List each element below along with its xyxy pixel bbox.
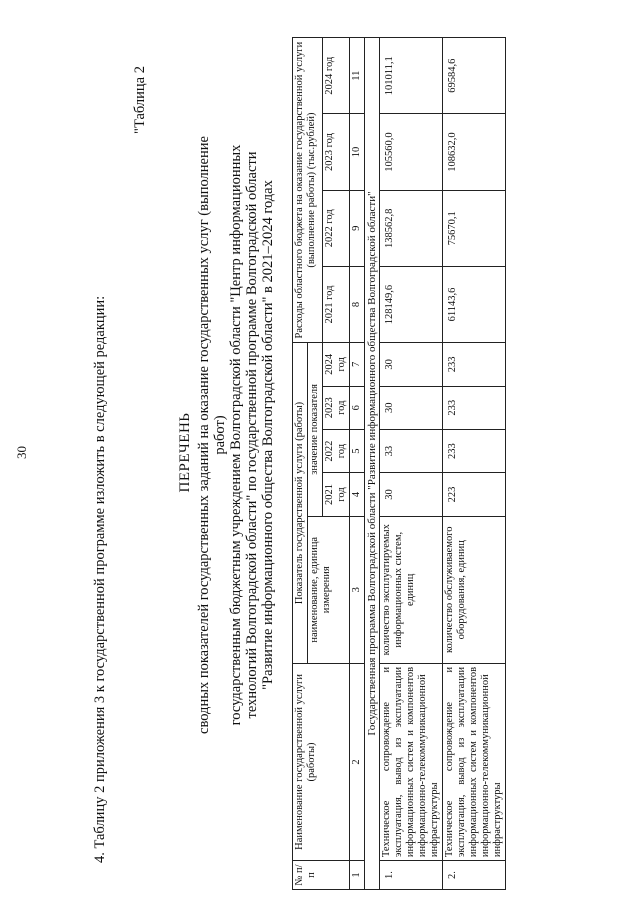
row-expense: 61143,6 bbox=[443, 266, 506, 342]
column-number: 9 bbox=[350, 190, 365, 266]
row-value: 233 bbox=[443, 343, 506, 386]
table-row bbox=[380, 38, 443, 890]
row-service: Техническое сопровождение и эксплуатация, вывод из эксплуатации информационных систем и компонентов информационно-телекоммуникационной инфраструктуры bbox=[443, 663, 506, 860]
row-indicator: количество обслуживаемого оборудования, единиц bbox=[443, 516, 506, 663]
table-row bbox=[443, 38, 506, 890]
row-expense: 101011,1 bbox=[380, 38, 443, 114]
table-reference: "Таблица 2 bbox=[132, 66, 148, 134]
row-expense: 75670,1 bbox=[443, 190, 506, 266]
row-value: 33 bbox=[380, 429, 443, 472]
header-year: 2021 год bbox=[323, 266, 350, 342]
row-num: 2. bbox=[443, 861, 506, 890]
column-number: 3 bbox=[350, 516, 365, 663]
header-year: 2022 год bbox=[323, 429, 350, 472]
header-year: 2024 год bbox=[323, 343, 350, 386]
column-number: 1 bbox=[350, 861, 365, 890]
row-value: 233 bbox=[443, 386, 506, 429]
row-expense: 128149,6 bbox=[380, 266, 443, 342]
services-table bbox=[292, 37, 506, 890]
column-number-row bbox=[350, 38, 365, 890]
header-year: 2023 год bbox=[323, 114, 350, 190]
header-year: 2024 год bbox=[323, 38, 350, 114]
subtitle-line: технологий Волгоградской области" по государственной программе Волгоградской области bbox=[244, 151, 260, 719]
column-number: 10 bbox=[350, 114, 365, 190]
row-expense: 105560,0 bbox=[380, 114, 443, 190]
row-value: 30 bbox=[380, 473, 443, 516]
header-indicator-group: Показатель государственной услуги (работы) bbox=[293, 343, 308, 664]
row-value: 30 bbox=[380, 386, 443, 429]
column-number: 2 bbox=[350, 663, 365, 860]
column-number: 4 bbox=[350, 473, 365, 516]
header-service: Наименование государственной услуги (работы) bbox=[293, 663, 350, 860]
column-number: 5 bbox=[350, 429, 365, 472]
intro-text: 4. Таблицу 2 приложения 3 к государственной программе изложить в следующей редакции: bbox=[92, 295, 108, 863]
row-value: 223 bbox=[443, 473, 506, 516]
row-num: 1. bbox=[380, 861, 443, 890]
header-indicator-value: значение показателя bbox=[308, 343, 323, 517]
column-number: 6 bbox=[350, 386, 365, 429]
row-indicator: количество эксплуатируемых информационных систем, единиц bbox=[380, 516, 443, 663]
subtitle-line: сводных показателей государственных заданий на оказание государственных услуг (выполнение работ) bbox=[196, 136, 228, 734]
subtitle-line: государственным бюджетным учреждением Волгоградской области "Центр информационных bbox=[228, 144, 244, 726]
header-row bbox=[293, 38, 308, 890]
program-name: Государственная программа Волгоградской области "Развитие информационного общества Волгоградской области" bbox=[365, 38, 380, 890]
header-year: 2022 год bbox=[323, 190, 350, 266]
header-num: № п/п bbox=[293, 861, 350, 890]
row-service: Техническое сопровождение и эксплуатация, вывод из эксплуатации информационных систем и компонентов информационно-телекоммуникационной инфраструктуры bbox=[380, 663, 443, 860]
row-value: 233 bbox=[443, 429, 506, 472]
header-year: 2023 год bbox=[323, 386, 350, 429]
header-expenses: Расходы областного бюджета на оказание государственной услуги (выполнение работы) (тыс.рублей) bbox=[293, 38, 323, 343]
column-number: 11 bbox=[350, 38, 365, 114]
document-subtitle bbox=[196, 115, 276, 755]
program-row bbox=[365, 38, 380, 890]
page-number: 30 bbox=[14, 446, 29, 459]
header-year: 2021 год bbox=[323, 473, 350, 516]
row-expense: 69584,6 bbox=[443, 38, 506, 114]
row-value: 30 bbox=[380, 343, 443, 386]
row-expense: 108632,0 bbox=[443, 114, 506, 190]
column-number: 7 bbox=[350, 343, 365, 386]
row-expense: 138562,8 bbox=[380, 190, 443, 266]
column-number: 8 bbox=[350, 266, 365, 342]
header-indicator-name: наименование, единица измерения bbox=[308, 516, 350, 663]
subtitle-line: "Развитие информационного общества Волгоградской области" в 2021–2024 годах bbox=[260, 180, 276, 690]
document-title: ПЕРЕЧЕНЬ bbox=[177, 412, 193, 493]
